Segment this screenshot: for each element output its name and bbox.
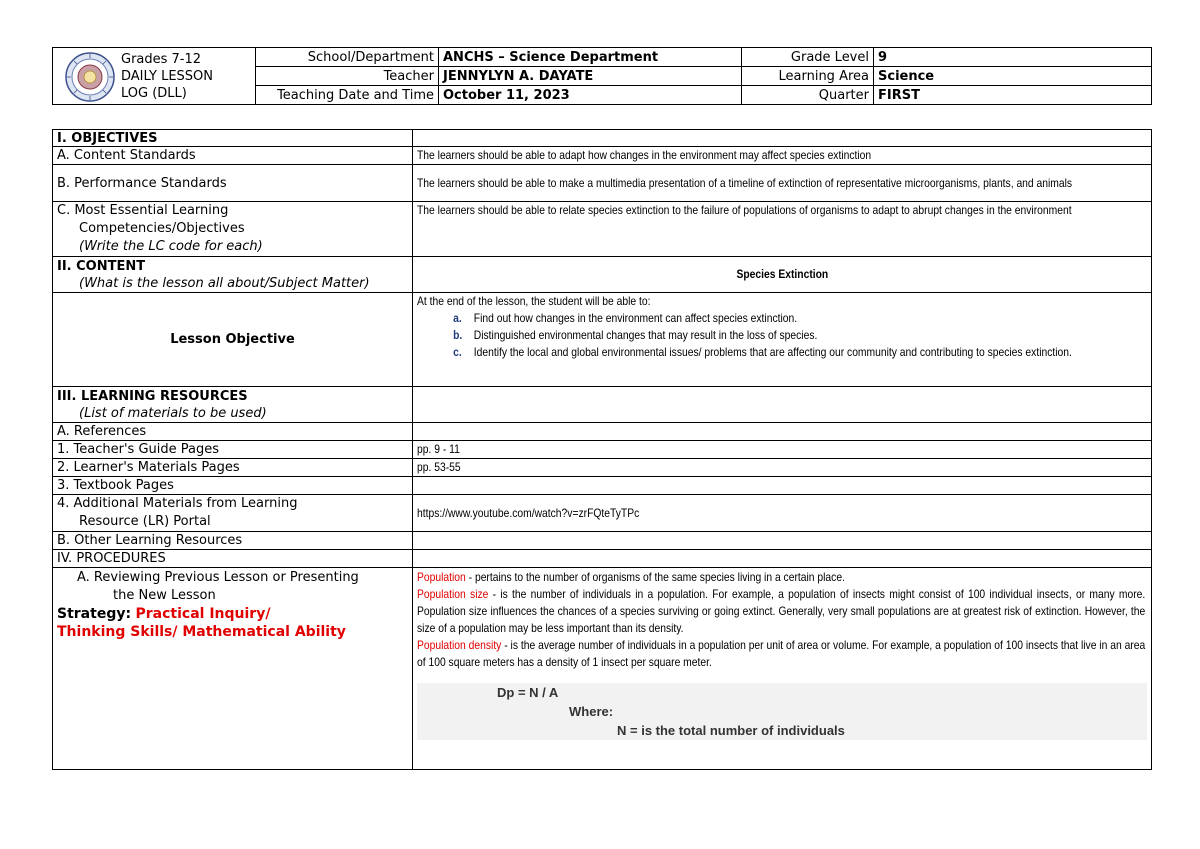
deped-seal-icon bbox=[65, 52, 115, 102]
teachers-guide-value: pp. 9 - 11 bbox=[417, 442, 460, 456]
textbook-pages-value bbox=[413, 477, 1152, 495]
list-item: b. Distinguished environmental changes that may result in the loss of species. bbox=[453, 328, 818, 342]
population-size-term: Population size bbox=[417, 587, 489, 601]
content-standards-text: The learners should be able to adapt how changes in the environment may affect species extinction bbox=[417, 148, 872, 162]
performance-standards-text: The learners should be able to make a multimedia presentation of a timeline of extinction of representative microorganisms, plants, and animals bbox=[417, 175, 1073, 190]
grade-level-label: Grade Level bbox=[742, 48, 874, 67]
density-formula-box bbox=[417, 683, 1147, 740]
other-resources-label: B. Other Learning Resources bbox=[53, 532, 413, 550]
formula-where: Where: bbox=[569, 704, 614, 719]
procedures-heading: IV. PROCEDURES bbox=[53, 550, 413, 568]
strategy-line2: Thinking Skills/ Mathematical Ability bbox=[57, 624, 346, 640]
school-department-value: ANCHS – Science Department bbox=[439, 48, 742, 67]
population-size-definition: Population size - is the number of individuals in a population. For example, a population of insects might consist of 100 individual insects, or many more. Population size influences the chances of a species surviving or going extinct. Generally, very small populations are at greatest risk of extinction. However, the size of a population may be less important than its density. bbox=[417, 587, 1146, 635]
resources-heading: III. LEARNING RESOURCES bbox=[57, 388, 248, 404]
review-label-line2: the New Lesson bbox=[113, 588, 216, 603]
review-label-line1: A. Reviewing Previous Lesson or Presenting bbox=[77, 570, 359, 585]
teacher-label: Teacher bbox=[256, 67, 439, 86]
population-definition: Population - pertains to the number of organisms of the same species living in a certain place. bbox=[417, 570, 845, 584]
grade-level-value: 9 bbox=[874, 48, 1152, 67]
melc-label-line3: (Write the LC code for each) bbox=[79, 239, 263, 254]
lr-portal-label-line2: Resource (LR) Portal bbox=[79, 514, 211, 529]
lr-portal-label-line1: 4. Additional Materials from Learning bbox=[57, 496, 298, 511]
teaching-date-value: October 11, 2023 bbox=[439, 86, 742, 105]
lr-portal-link[interactable]: https://www.youtube.com/watch?v=zrFQteTyTPc bbox=[417, 505, 640, 520]
lesson-topic: Species Extinction bbox=[736, 267, 828, 281]
learning-area-value: Science bbox=[874, 67, 1152, 86]
lesson-objective-list bbox=[417, 310, 1145, 361]
school-department-label: School/Department bbox=[256, 48, 439, 67]
school-line-3: LOG (DLL) bbox=[121, 85, 187, 101]
school-line-1: Grades 7-12 bbox=[121, 51, 202, 67]
learning-area-label: Learning Area bbox=[742, 67, 874, 86]
teaching-date-label: Teaching Date and Time bbox=[256, 86, 439, 105]
references-label: A. References bbox=[53, 423, 413, 441]
learners-materials-value: pp. 53-55 bbox=[417, 460, 461, 474]
teachers-guide-label: 1. Teacher's Guide Pages bbox=[53, 441, 413, 459]
lesson-objective-intro: At the end of the lesson, the student will be able to: bbox=[417, 294, 651, 308]
header-table bbox=[52, 47, 1152, 105]
school-line-2: DAILY LESSON bbox=[121, 68, 214, 84]
performance-standards-label: B. Performance Standards bbox=[53, 165, 413, 202]
content-standards-label: A. Content Standards bbox=[53, 147, 413, 165]
population-term: Population bbox=[417, 570, 466, 584]
population-density-term: Population density bbox=[417, 638, 502, 652]
objectives-heading: I. OBJECTIVES bbox=[53, 130, 413, 147]
quarter-value: FIRST bbox=[874, 86, 1152, 105]
school-logo-cell bbox=[53, 48, 256, 105]
quarter-label: Quarter bbox=[742, 86, 874, 105]
resources-subheading: (List of materials to be used) bbox=[79, 405, 267, 421]
strategy-line1: Practical Inquiry/ bbox=[135, 606, 271, 622]
melc-label-line1: C. Most Essential Learning bbox=[57, 203, 229, 218]
strategy-label: Strategy: bbox=[57, 606, 132, 622]
learners-materials-label: 2. Learner's Materials Pages bbox=[53, 459, 413, 477]
textbook-pages-label: 3. Textbook Pages bbox=[53, 477, 413, 495]
other-resources-value bbox=[413, 532, 1152, 550]
content-heading: II. CONTENT bbox=[57, 258, 146, 274]
content-subheading: (What is the lesson all about/Subject Matter) bbox=[79, 275, 370, 291]
formula-n-definition: N = is the total number of individuals bbox=[617, 723, 845, 738]
population-density-definition: Population density - is the average number of individuals in a population per unit of area or volume. For example, a population of 100 insects that live in an area of 100 square meters has a density of 1 insect per square meter. bbox=[417, 638, 1146, 669]
lesson-objective-label: Lesson Objective bbox=[53, 293, 413, 387]
list-item: a. Find out how changes in the environment can affect species extinction. bbox=[453, 311, 798, 325]
dll-main-table bbox=[52, 129, 1152, 770]
density-formula: Dp = N / A bbox=[497, 685, 559, 700]
list-item: c. Identify the local and global environmental issues/ problems that are affecting our community and contributing to species extinction. bbox=[453, 345, 1072, 359]
melc-text: The learners should be able to relate species extinction to the failure of populations of organisms to adapt to abrupt changes in the environment bbox=[417, 203, 1072, 217]
melc-label-line2: Competencies/Objectives bbox=[79, 221, 245, 236]
teacher-value: JENNYLYN A. DAYATE bbox=[439, 67, 742, 86]
